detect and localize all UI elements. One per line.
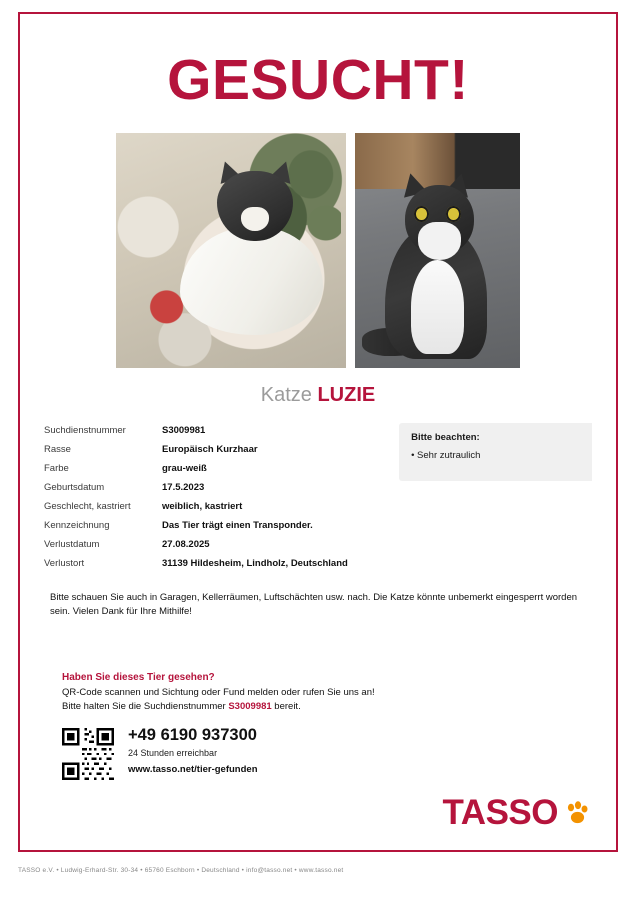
qr-code-icon[interactable] — [62, 728, 114, 780]
seen-instructions — [62, 686, 582, 715]
pet-species-label: Katze — [260, 384, 312, 406]
pet-name: LUZIE — [317, 384, 376, 406]
table-row — [44, 440, 389, 459]
contact-text — [128, 726, 258, 775]
detail-label: Geschlecht, kastriert — [44, 501, 131, 512]
detail-value: 31139 Hildesheim, Lindholz, Deutschland — [162, 558, 348, 569]
paw-icon — [564, 800, 590, 826]
table-row — [44, 459, 389, 478]
detail-label: Verlustort — [44, 558, 85, 569]
note-panel — [399, 423, 592, 481]
availability-note: 24 Stunden erreichbar — [128, 747, 218, 758]
cat-body-shape — [180, 227, 323, 335]
pet-photo-sitting — [355, 133, 520, 368]
pet-photo-sleeping — [116, 133, 346, 368]
detail-label: Kennzeichnung — [44, 520, 110, 531]
seen-line-2-post: bereit. — [271, 700, 301, 712]
photo-gallery — [20, 133, 616, 368]
cat-chest-shape — [411, 260, 464, 354]
cat-eye-right-icon — [446, 206, 461, 222]
detail-value: Das Tier trägt einen Transponder. — [162, 520, 313, 531]
pet-identity-line — [20, 384, 616, 407]
seen-line-1: QR-Code scannen und Sichtung oder Fund melden oder rufen Sie uns an! — [62, 686, 375, 698]
cat-muzzle-shape — [418, 222, 461, 260]
detail-value: 17.5.2023 — [162, 482, 205, 493]
detail-value: weiblich, kastriert — [162, 501, 243, 512]
detail-value: grau-weiß — [162, 463, 207, 474]
note-item: • Sehr zutraulich — [411, 450, 481, 461]
contact-row — [62, 726, 582, 780]
website-link[interactable]: www.tasso.net/tier-gefunden — [128, 763, 258, 775]
tasso-logo — [443, 795, 590, 830]
detail-label: Geburtsdatum — [44, 482, 105, 493]
search-hint-text: Bitte schauen Sie auch in Garagen, Kellerräumen, Luftschächten usw. nach. Die Katze könnte unbemerkt eingesperrt worden sein. Vielen Dank für Ihre Mithilfe! — [50, 592, 578, 617]
detail-label: Rasse — [44, 444, 71, 455]
phone-number[interactable]: +49 6190 937300 — [128, 726, 257, 744]
detail-value: 27.08.2025 — [162, 539, 210, 550]
table-row — [44, 478, 389, 497]
detail-label: Suchdienstnummer — [44, 425, 126, 436]
search-number-inline: S3009981 — [228, 700, 272, 712]
detail-value: Europäisch Kurzhaar — [162, 444, 258, 455]
detail-label: Verlustdatum — [44, 539, 100, 550]
note-title: Bitte beachten: — [411, 432, 480, 443]
pet-details-table — [44, 421, 389, 573]
detail-value: S3009981 — [162, 425, 206, 436]
poster-frame — [18, 12, 618, 852]
table-row — [44, 421, 389, 440]
detail-label: Farbe — [44, 463, 69, 474]
seen-question: Haben Sie dieses Tier gesehen? — [62, 671, 215, 683]
table-row — [44, 497, 389, 516]
table-row — [44, 535, 389, 554]
brand-name: TASSO — [442, 793, 558, 832]
table-row — [44, 554, 389, 573]
imprint-line: TASSO e.V. • Ludwig-Erhard-Str. 30-34 • 65760 Eschborn • Deutschland • info@tasso.net • www.tasso.net — [18, 867, 344, 874]
seen-line-2-pre: Bitte halten Sie die Suchdienstnummer — [62, 700, 229, 712]
details-section — [20, 421, 616, 573]
table-row — [44, 516, 389, 535]
contact-section — [62, 672, 582, 781]
background-furniture — [355, 133, 520, 189]
page-title: GESUCHT! — [167, 48, 469, 112]
